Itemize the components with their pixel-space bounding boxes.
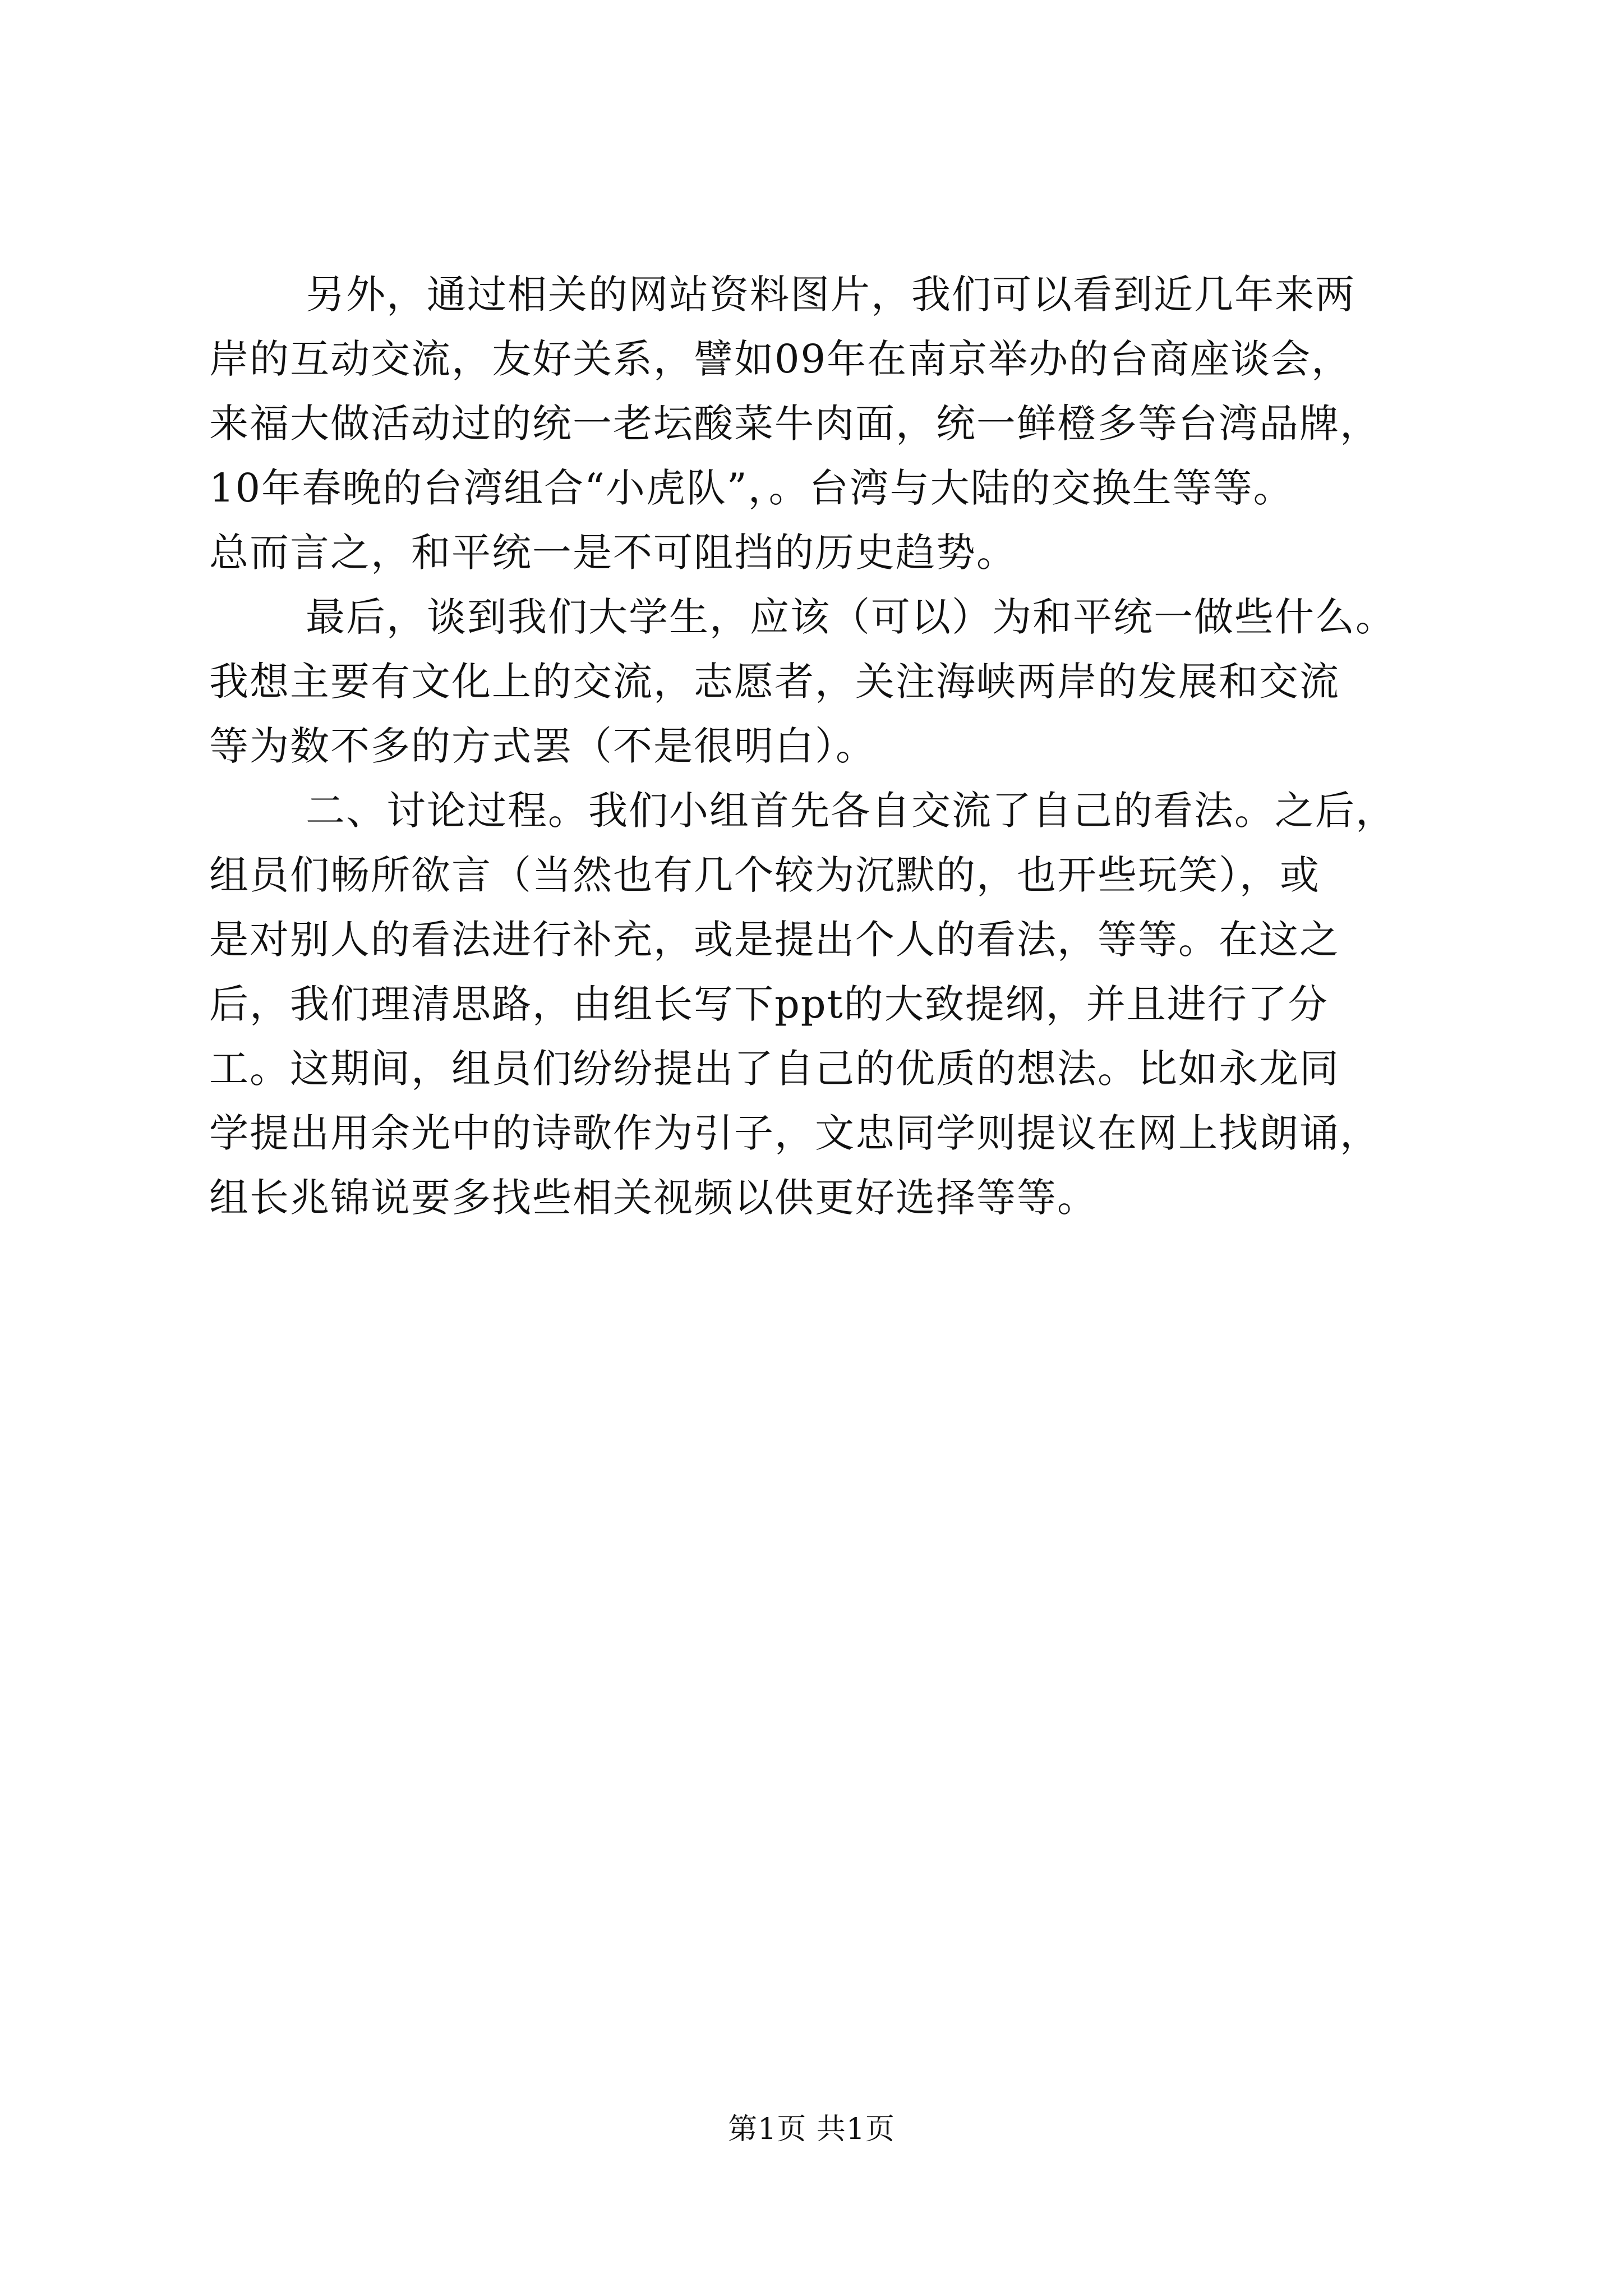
text-line: 另外，通过相关的网站资料图片，我们可以看到近几年来两 [306, 272, 1355, 318]
text-line: 组长兆锦说要多找些相关视频以供更好选择等等。 [209, 1175, 1098, 1221]
text-line: 工。这期间，组员们纷纷提出了自己的优质的想法。比如永龙同 [209, 1046, 1340, 1092]
text-line: 后，我们理清思路，由组长写下ppt的大致提纲，并且进行了分 [209, 981, 1329, 1027]
paragraph-cross-strait-exchanges [209, 263, 1479, 585]
text-line: 我想主要有文化上的交流，志愿者，关注海峡两岸的发展和交流 [209, 659, 1340, 705]
text-line: 来福大做活动过的统一老坛酸菜牛肉面，统一鲜橙多等台湾品牌， [209, 401, 1380, 447]
text-line: 二、讨论过程。我们小组首先各自交流了自己的看法。之后， [306, 788, 1396, 834]
page-number-footer: 第1页 共1页 [728, 2113, 895, 2146]
text-line: 总而言之，和平统一是不可阻挡的历史趋势。 [209, 530, 1017, 576]
document-body [209, 263, 1479, 1230]
text-line: 组员们畅所欲言（当然也有几个较为沉默的，也开些玩笑），或 [209, 852, 1320, 898]
text-line: 10年春晚的台湾组合“小虎队”，。台湾与大陆的交换生等等。 [209, 465, 1294, 511]
text-line: 是对别人的看法进行补充，或是提出个人的看法，等等。在这之 [209, 917, 1340, 963]
paragraph-students-role [209, 585, 1479, 779]
paragraph-discussion-process [209, 779, 1479, 1230]
text-line: 学提出用余光中的诗歌作为引子，文忠同学则提议在网上找朗诵， [209, 1110, 1380, 1156]
text-line: 最后，谈到我们大学生，应该（可以）为和平统一做些什么。 [306, 594, 1396, 640]
text-line: 岸的互动交流，友好关系，譬如09年在南京举办的台商座谈会， [209, 336, 1352, 382]
text-line: 等为数不多的方式罢（不是很明白）。 [209, 723, 876, 769]
